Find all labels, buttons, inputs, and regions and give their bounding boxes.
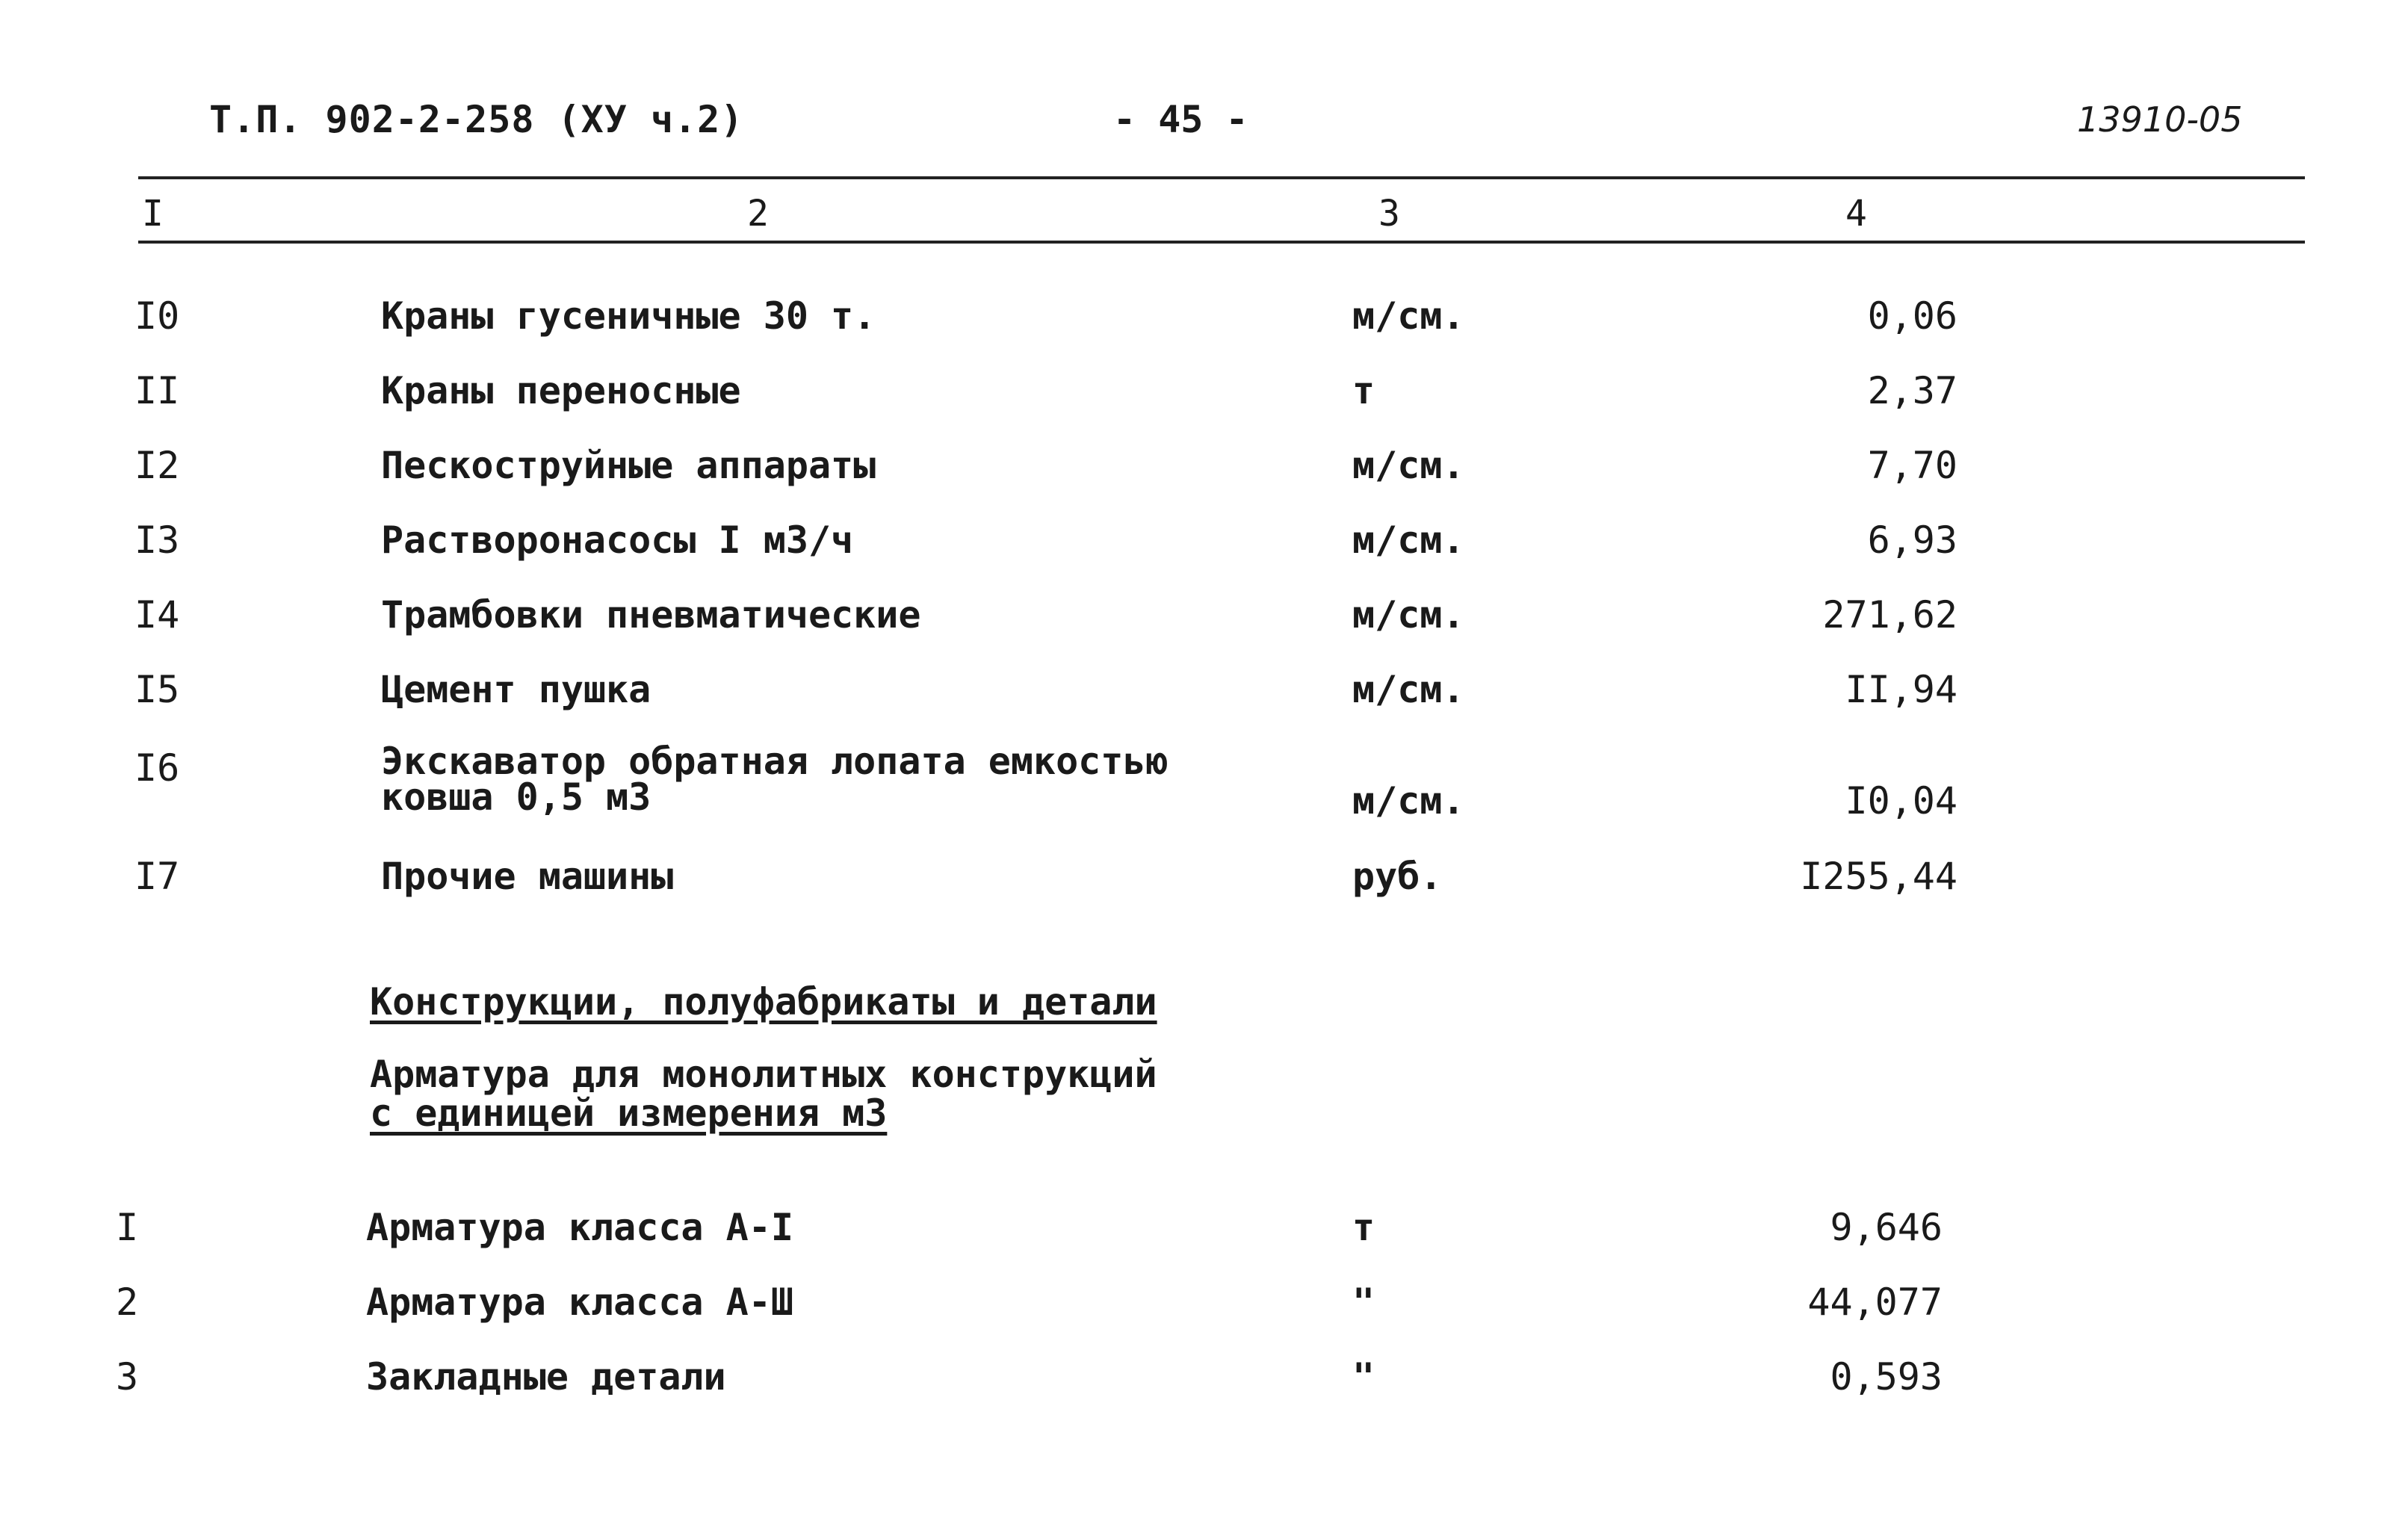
row-value: 2,37 bbox=[1867, 369, 1957, 412]
row-name bbox=[381, 740, 1169, 819]
table-row bbox=[0, 441, 2408, 515]
subsection-title-line-1: Арматура для монолитных конструкций bbox=[370, 1053, 1157, 1096]
row-name-line-2: ковша 0,5 м3 bbox=[381, 775, 651, 819]
row-value: 44,077 bbox=[1807, 1280, 1943, 1324]
subsection-title-line-2: с единицей измерения м3 bbox=[370, 1091, 888, 1135]
row-value: 0,593 bbox=[1830, 1355, 1943, 1399]
column-number-2: 2 bbox=[747, 193, 769, 235]
row-name: Прочие машины bbox=[381, 855, 674, 898]
row-number: I3 bbox=[134, 518, 180, 562]
row-number: I bbox=[116, 1206, 139, 1249]
row-name: Закладные детали bbox=[366, 1355, 726, 1399]
table-row bbox=[0, 590, 2408, 665]
row-number: I4 bbox=[134, 593, 180, 637]
row-number: I0 bbox=[134, 294, 180, 338]
table-row bbox=[0, 665, 2408, 740]
document-reference: Т.П. 902-2-258 (ХУ ч.2) bbox=[209, 98, 744, 141]
row-number: I7 bbox=[134, 855, 180, 898]
table-row bbox=[0, 291, 2408, 366]
row-name: Арматура класса А-I bbox=[366, 1206, 793, 1249]
row-value: I255,44 bbox=[1800, 855, 1957, 898]
table-top-rule bbox=[138, 176, 2305, 179]
row-unit: руб. bbox=[1352, 855, 1443, 898]
row-name: Краны гусеничные 30 т. bbox=[381, 294, 876, 338]
row-value: 7,70 bbox=[1867, 444, 1957, 487]
table-row bbox=[0, 852, 2408, 926]
column-number-1: I bbox=[142, 193, 164, 235]
row-name: Пескоструйные аппараты bbox=[381, 444, 876, 487]
row-unit: м/см. bbox=[1352, 593, 1465, 637]
table-row bbox=[0, 740, 2408, 840]
table-row bbox=[0, 1352, 2408, 1427]
table-row bbox=[0, 1278, 2408, 1352]
row-unit: м/см. bbox=[1352, 518, 1465, 562]
row-number: I6 bbox=[134, 746, 180, 790]
row-name: Арматура класса А-Ш bbox=[366, 1280, 793, 1324]
row-unit: т bbox=[1352, 369, 1375, 412]
row-unit: " bbox=[1352, 1355, 1375, 1399]
table-row bbox=[0, 515, 2408, 590]
row-unit: " bbox=[1352, 1280, 1375, 1324]
row-number: I5 bbox=[134, 668, 180, 711]
row-number: II bbox=[134, 369, 180, 412]
row-number: 2 bbox=[116, 1280, 139, 1324]
row-number: 3 bbox=[116, 1355, 139, 1399]
subsection-title bbox=[370, 1055, 1157, 1133]
archive-code: 13910-05 bbox=[2077, 99, 2243, 140]
row-name-line-1: Экскаватор обратная лопата емкостью bbox=[381, 740, 1169, 783]
row-name: Трамбовки пневматические bbox=[381, 593, 921, 637]
row-name: Растворонасосы I м3/ч bbox=[381, 518, 854, 562]
table-row bbox=[0, 366, 2408, 441]
row-value: 271,62 bbox=[1822, 593, 1957, 637]
section-title: Конструкции, полуфабрикаты и детали bbox=[370, 980, 1157, 1024]
row-unit: м/см. bbox=[1352, 294, 1465, 338]
row-number: I2 bbox=[134, 444, 180, 487]
row-value: 0,06 bbox=[1867, 294, 1957, 338]
table-row bbox=[0, 1203, 2408, 1278]
table-header-rule bbox=[138, 241, 2305, 244]
row-value: 6,93 bbox=[1867, 518, 1957, 562]
row-name: Краны переносные bbox=[381, 369, 741, 412]
column-number-4: 4 bbox=[1845, 193, 1867, 235]
row-unit: м/см. bbox=[1352, 668, 1465, 711]
row-unit: м/см. bbox=[1352, 779, 1465, 823]
row-value: II,94 bbox=[1845, 668, 1957, 711]
row-value: I0,04 bbox=[1845, 779, 1957, 823]
column-number-3: 3 bbox=[1378, 193, 1400, 235]
row-unit: т bbox=[1352, 1206, 1375, 1249]
row-unit: м/см. bbox=[1352, 444, 1465, 487]
page-number: - 45 - bbox=[1113, 98, 1248, 141]
row-value: 9,646 bbox=[1830, 1206, 1943, 1249]
row-name: Цемент пушка bbox=[381, 668, 651, 711]
